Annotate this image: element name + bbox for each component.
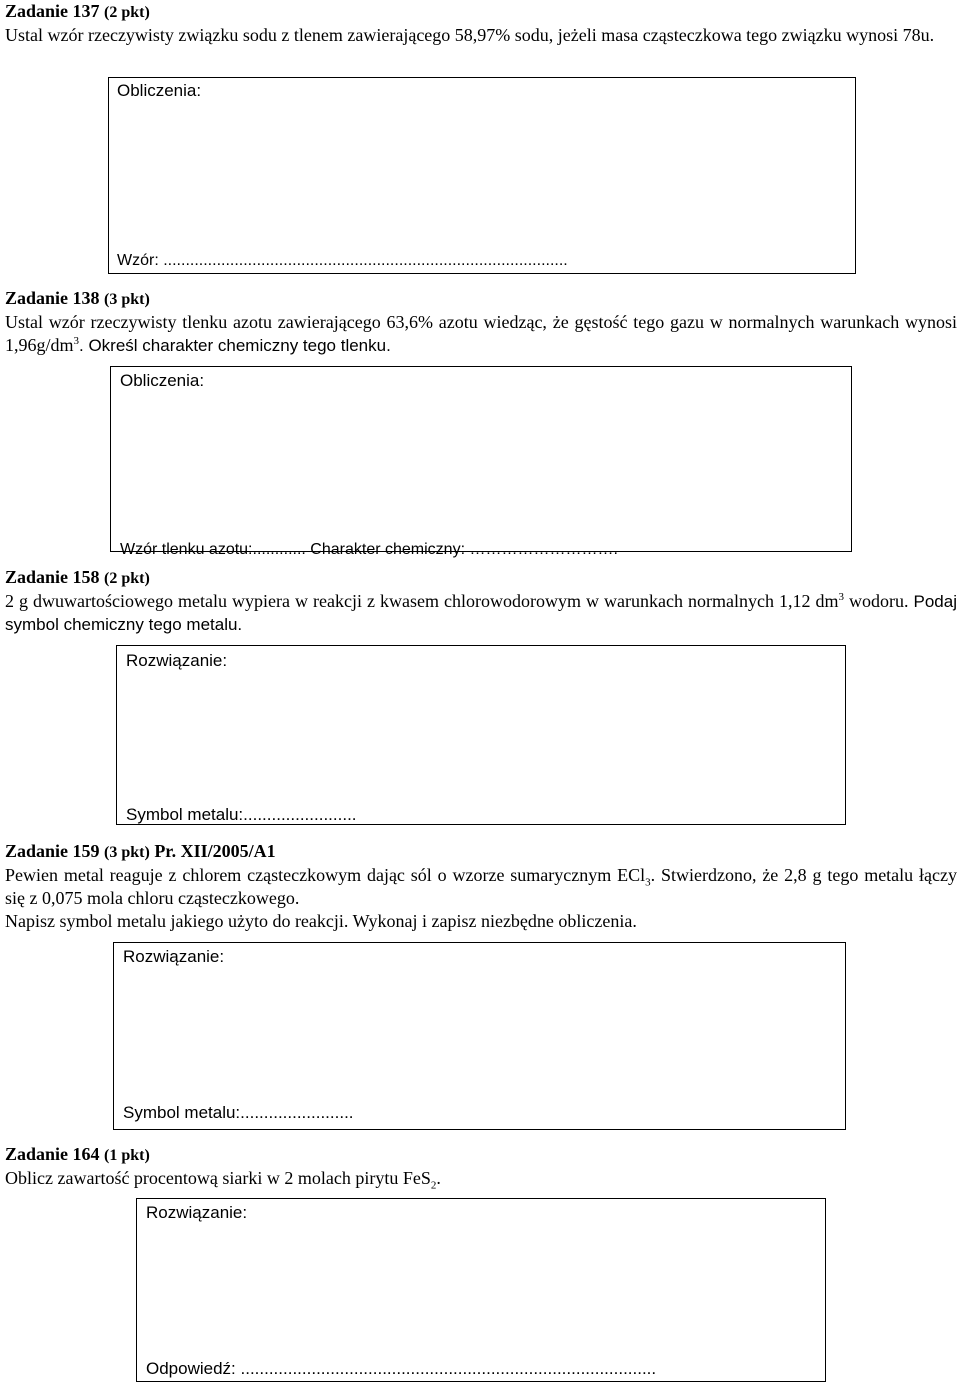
task-137-answer-label: Wzór: ........................................................................................... [117,252,568,269]
task-159-text: Pewien metal reaguje z chlorem cząsteczkowym dając sól o wzorze sumarycznym ECl$_3$. Stwierdzono, że 2,8 g tego metalu łączy się z 0,075 mola chloru cząsteczkowego. [5,865,957,908]
task-159-answer-box[interactable] [113,942,846,1130]
task-159-title [5,840,957,864]
task-137-number: Zadanie 137 [5,1,100,21]
task-159-instruction: Napisz symbol metalu jakiego użyto do reakcji. Wykonaj i zapisz niezbędne obliczenia. [5,911,637,931]
task-159 [5,840,957,933]
task-138 [5,287,957,357]
task-137-answer-box[interactable] [108,77,856,274]
task-158-number: Zadanie 158 [5,567,100,587]
task-138-number: Zadanie 138 [5,288,100,308]
task-158 [5,566,957,636]
task-137-points: (2 pkt) [104,4,150,21]
task-158-answer-label: Symbol metalu:........................ [126,805,357,824]
task-164 [5,1143,957,1190]
task-164-answer-label: Odpowiedź: ........................................................................................ [146,1359,657,1378]
task-158-answer-box[interactable] [116,645,846,825]
task-137-text: Ustal wzór rzeczywisty związku sodu z tlenem zawierającego 58,97% sodu, jeżeli masa cząsteczkowa tego związku wynosi 78u. [5,25,935,45]
task-164-answer-box[interactable] [136,1198,826,1382]
task-138-answer-label: Wzór tlenku azotu:............ Charakter chemiczny: ………………………. [120,541,618,558]
task-137-title [5,0,957,24]
task-164-points: (1 pkt) [104,1147,150,1164]
task-137-box-label: Obliczenia: [117,81,202,100]
task-138-text: Ustal wzór rzeczywisty tlenku azotu zawierającego 63,6% azotu wiedząc, że gęstość tego gazu w normalnych warunkach wynosi $1,96g/dm^3$. Określ charakter chemiczny tego tlenku. [5,312,957,355]
task-138-answer-box[interactable] [110,366,852,552]
task-138-box-label: Obliczenia: [120,371,205,390]
task-138-points: (3 pkt) [104,291,150,308]
task-159-number: Zadanie 159 [5,841,100,861]
task-158-title [5,566,957,590]
task-158-text: 2 g dwuwartościowego metalu wypiera w reakcji z kwasem chlorowodorowym w warunkach normalnych 1,12 $dm^3$ wodoru. Podaj symbol chemiczny tego metalu. [5,591,957,634]
task-164-title [5,1143,957,1167]
task-164-number: Zadanie 164 [5,1144,100,1164]
task-159-points: (3 pkt) [104,844,150,861]
task-164-text: Oblicz zawartość procentową siarki w 2 molach pirytu FeS$_2$. [5,1168,441,1192]
task-158-points: (2 pkt) [104,570,150,587]
task-159-box-label: Rozwiązanie: [123,947,225,966]
task-138-title [5,287,957,311]
task-137 [5,0,957,47]
task-159-source: Pr. XII/2005/A1 [154,841,276,861]
task-159-answer-label: Symbol metalu:........................ [123,1103,354,1122]
task-164-box-label: Rozwiązanie: [146,1203,248,1222]
task-158-box-label: Rozwiązanie: [126,651,228,670]
